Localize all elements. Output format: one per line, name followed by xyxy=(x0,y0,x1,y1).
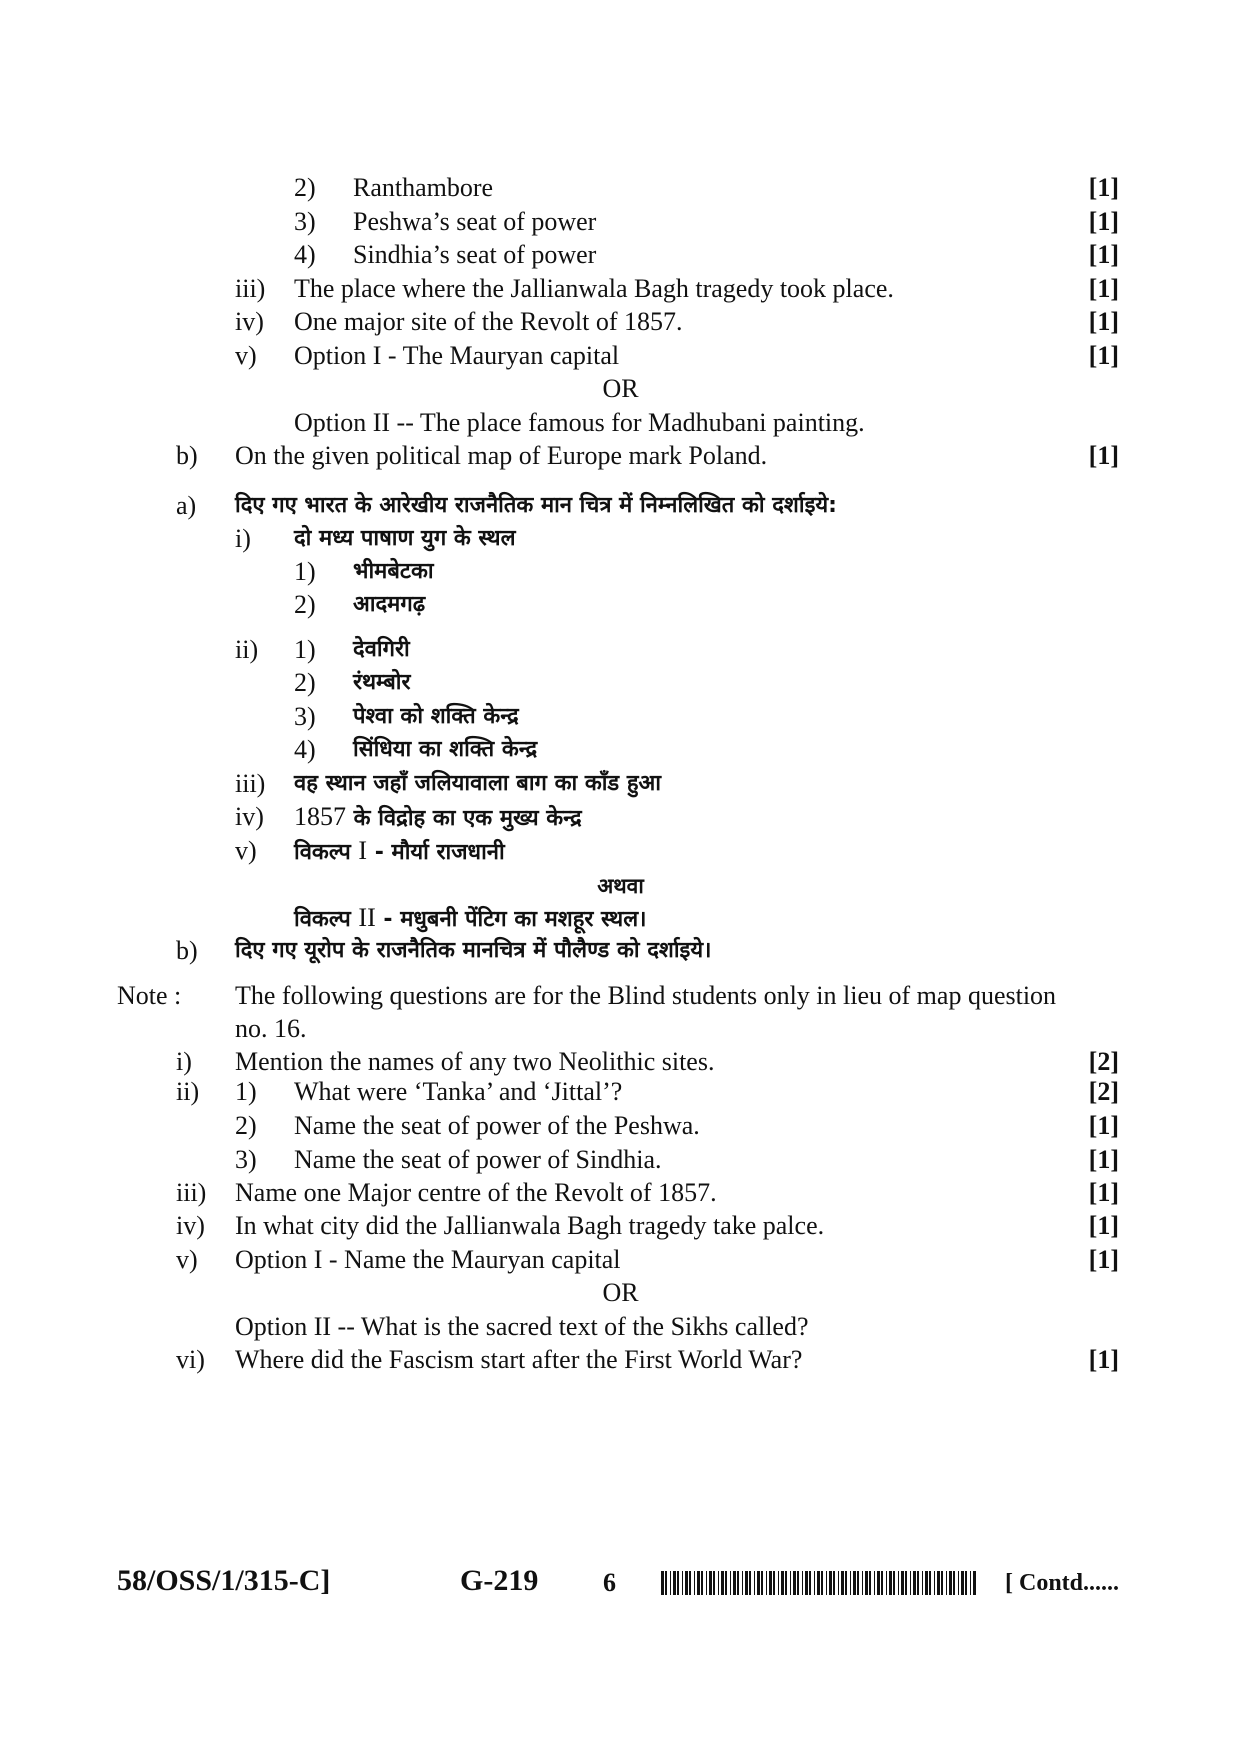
barcode-bar xyxy=(665,1571,667,1595)
barcode-bar xyxy=(694,1571,695,1595)
barcode-bar xyxy=(853,1571,856,1595)
item-number: ii) xyxy=(235,635,259,664)
marks: [1] xyxy=(1088,207,1119,236)
hindi-text: विकल्प xyxy=(294,840,359,865)
barcode-bar xyxy=(793,1571,796,1595)
marks: [2] xyxy=(1088,1077,1119,1106)
barcode-bar xyxy=(737,1571,739,1595)
item-number: 2) xyxy=(235,1111,257,1140)
barcode-bar xyxy=(706,1571,707,1595)
item-number: iii) xyxy=(235,769,266,798)
item-number: iii) xyxy=(176,1178,207,1207)
barcode-bar xyxy=(865,1571,868,1595)
barcode-bar xyxy=(709,1571,712,1595)
or-divider: अथवा xyxy=(597,874,644,898)
item-number: 1) xyxy=(235,1077,257,1106)
barcode-bar xyxy=(689,1571,691,1595)
item-number: iv) xyxy=(235,307,264,336)
item-text: One major site of the Revolt of 1857. xyxy=(294,307,683,336)
item-text: Ranthambore xyxy=(353,173,494,202)
barcode-bar xyxy=(889,1571,892,1595)
barcode-bar xyxy=(877,1571,880,1595)
barcode-bar xyxy=(781,1571,784,1595)
item-number: v) xyxy=(235,836,257,865)
barcode-bar xyxy=(713,1571,715,1595)
item-number: iii) xyxy=(235,274,266,303)
item-text: Mention the names of any two Neolithic sites. xyxy=(235,1047,715,1076)
barcode-bar xyxy=(973,1571,976,1595)
item-text: Option I - Name the Mauryan capital xyxy=(235,1245,621,1274)
item-number: i) xyxy=(235,524,251,553)
item-number: 2) xyxy=(294,590,316,619)
marks: [1] xyxy=(1088,1178,1119,1207)
barcode-bar xyxy=(874,1571,875,1595)
item-text: Option II -- What is the sacred text of the Sikhs called? xyxy=(235,1312,809,1341)
item-number: b) xyxy=(176,441,198,470)
item-text: Sindhia’s seat of power xyxy=(353,240,597,269)
marks: [1] xyxy=(1088,173,1119,202)
item-number: iv) xyxy=(176,1211,205,1240)
barcode-bar xyxy=(941,1571,943,1595)
item-text: रंथम्बोर xyxy=(353,670,411,695)
hindi-text: के विद्रोह का एक मुख्य केन्द्र xyxy=(346,806,582,831)
item-number: v) xyxy=(235,341,257,370)
barcode-bar xyxy=(901,1571,904,1595)
barcode-bar xyxy=(965,1571,967,1595)
item-number: 2) xyxy=(294,668,316,697)
barcode-bar xyxy=(733,1571,736,1595)
barcode-bar xyxy=(685,1571,688,1595)
marks: [1] xyxy=(1088,1245,1119,1274)
marks: [1] xyxy=(1088,1145,1119,1174)
marks: [1] xyxy=(1088,307,1119,336)
or-divider: OR xyxy=(602,1278,639,1307)
barcode-bar xyxy=(949,1571,952,1595)
barcode-bar xyxy=(797,1571,799,1595)
barcode-bar xyxy=(826,1571,827,1595)
barcode-bar xyxy=(958,1571,959,1595)
item-number: b) xyxy=(176,936,198,965)
barcode-bar xyxy=(730,1571,731,1595)
item-text: पेश्वा को शक्ति केन्द्र xyxy=(353,704,519,729)
item-number: 3) xyxy=(294,207,316,236)
barcode-bar xyxy=(961,1571,964,1595)
item-number: a) xyxy=(176,491,197,520)
note-text: no. 16. xyxy=(235,1014,307,1043)
item-number: 4) xyxy=(294,240,316,269)
marks: [1] xyxy=(1088,1111,1119,1140)
barcode-bar xyxy=(769,1571,772,1595)
barcode-bar xyxy=(766,1571,767,1595)
barcode-bar xyxy=(886,1571,887,1595)
barcode-bar xyxy=(893,1571,895,1595)
marks: [1] xyxy=(1088,1211,1119,1240)
barcode-bar xyxy=(898,1571,899,1595)
item-text: दिए गए यूरोप के राजनैतिक मानचित्र में पौलैण्ड को दर्शाइये। xyxy=(235,938,712,963)
page-number: 6 xyxy=(603,1568,616,1597)
barcode-bar xyxy=(778,1571,779,1595)
item-number: v) xyxy=(176,1245,198,1274)
note-label: Note : xyxy=(117,981,182,1010)
barcode-bar xyxy=(670,1571,671,1595)
barcode-bar xyxy=(929,1571,931,1595)
roman-numeral: II xyxy=(358,903,376,932)
barcode-icon xyxy=(661,1571,979,1595)
item-text: देवगिरी xyxy=(353,637,410,662)
item-number: 2) xyxy=(294,173,316,202)
barcode-bar xyxy=(697,1571,700,1595)
barcode-bar xyxy=(913,1571,916,1595)
barcode-bar xyxy=(754,1571,755,1595)
barcode-bar xyxy=(925,1571,928,1595)
item-number: i) xyxy=(176,1047,192,1076)
item-text: The place where the Jallianwala Bagh tragedy took place. xyxy=(294,274,894,303)
marks: [2] xyxy=(1088,1047,1119,1076)
barcode-bar xyxy=(814,1571,815,1595)
item-number: ii) xyxy=(176,1077,200,1106)
item-text: In what city did the Jallianwala Bagh tragedy take palce. xyxy=(235,1211,825,1240)
barcode-bar xyxy=(857,1571,859,1595)
barcode-bar xyxy=(718,1571,719,1595)
hindi-text: विकल्प xyxy=(294,907,359,932)
barcode-bar xyxy=(673,1571,676,1595)
or-divider: OR xyxy=(602,374,639,403)
item-text: What were ‘Tanka’ and ‘Jittal’? xyxy=(294,1077,623,1106)
hindi-text: - मौर्या राजधानी xyxy=(367,840,505,865)
barcode-bar xyxy=(745,1571,748,1595)
hindi-text: - मधुबनी पेंटिग का मशहूर स्थल। xyxy=(375,907,647,932)
paper-code: 58/OSS/1/315-C] xyxy=(117,1564,331,1597)
marks: [1] xyxy=(1088,1345,1119,1374)
barcode-bar xyxy=(805,1571,808,1595)
barcode-bar xyxy=(829,1571,832,1595)
barcode-bar xyxy=(910,1571,911,1595)
barcode-bar xyxy=(682,1571,683,1595)
barcode-bar xyxy=(661,1571,664,1595)
barcode-bar xyxy=(850,1571,851,1595)
barcode-bar xyxy=(761,1571,763,1595)
item-text: आदमगढ़ xyxy=(353,592,426,617)
item-text: Name one Major centre of the Revolt of 1857. xyxy=(235,1178,717,1207)
marks: [1] xyxy=(1088,341,1119,370)
item-text xyxy=(294,802,582,834)
item-text: Where did the Fascism start after the First World War? xyxy=(235,1345,803,1374)
barcode-bar xyxy=(802,1571,803,1595)
item-text: Name the seat of power of Sindhia. xyxy=(294,1145,662,1174)
barcode-bar xyxy=(838,1571,839,1595)
barcode-bar xyxy=(937,1571,940,1595)
barcode-bar xyxy=(922,1571,923,1595)
barcode-bar xyxy=(862,1571,863,1595)
item-number: 1) xyxy=(294,557,316,586)
item-text: Name the seat of power of the Peshwa. xyxy=(294,1111,700,1140)
item-number: 3) xyxy=(235,1145,257,1174)
barcode-bar xyxy=(946,1571,947,1595)
contd-label: [ Contd...... xyxy=(1005,1570,1120,1596)
barcode-bar xyxy=(917,1571,919,1595)
item-number: vi) xyxy=(176,1345,205,1374)
item-number: 1) xyxy=(294,635,316,664)
item-text: सिंधिया का शक्ति केन्द्र xyxy=(353,737,538,762)
item-text: Option II -- The place famous for Madhubani painting. xyxy=(294,408,865,437)
barcode-bar xyxy=(677,1571,679,1595)
marks: [1] xyxy=(1088,274,1119,303)
barcode-bar xyxy=(845,1571,847,1595)
barcode-bar xyxy=(953,1571,955,1595)
barcode-bar xyxy=(721,1571,724,1595)
item-text: Option I - The Mauryan capital xyxy=(294,341,620,370)
roman-numeral: I xyxy=(358,836,368,865)
barcode-bar xyxy=(934,1571,935,1595)
barcode-bar xyxy=(749,1571,751,1595)
barcode-bar xyxy=(790,1571,791,1595)
barcode-bar xyxy=(785,1571,787,1595)
barcode-bar xyxy=(821,1571,823,1595)
note-text: The following questions are for the Blind students only in lieu of map question xyxy=(235,981,1057,1010)
item-number: 3) xyxy=(294,702,316,731)
barcode-bar xyxy=(841,1571,844,1595)
item-text: भीमबेटका xyxy=(353,559,434,584)
barcode-bar xyxy=(970,1571,971,1595)
barcode-bar xyxy=(773,1571,775,1595)
marks: [1] xyxy=(1088,441,1119,470)
item-text: दिए गए भारत के आरेखीय राजनैतिक मान चित्र में निम्नलिखित को दर्शाइये: xyxy=(235,493,837,518)
barcode-bar xyxy=(757,1571,760,1595)
barcode-bar xyxy=(881,1571,883,1595)
item-number: 4) xyxy=(294,735,316,764)
item-number: iv) xyxy=(235,802,264,831)
barcode-bar xyxy=(869,1571,871,1595)
item-text: Peshwa’s seat of power xyxy=(353,207,597,236)
barcode-bar xyxy=(833,1571,835,1595)
item-text xyxy=(294,903,646,935)
item-text xyxy=(294,836,505,868)
barcode-bar xyxy=(817,1571,820,1595)
series-code: G-219 xyxy=(460,1564,539,1597)
marks: [1] xyxy=(1088,240,1119,269)
item-text: On the given political map of Europe mark Poland. xyxy=(235,441,768,470)
barcode-bar xyxy=(701,1571,703,1595)
barcode-bar xyxy=(809,1571,811,1595)
barcode-bar xyxy=(742,1571,743,1595)
barcode-bar xyxy=(905,1571,907,1595)
barcode-bar xyxy=(725,1571,727,1595)
item-text: दो मध्य पाषाण युग के स्थल xyxy=(294,526,516,551)
year-text: 1857 xyxy=(294,802,346,831)
item-text: वह स्थान जहाँ जलियावाला बाग का काँड हुआ xyxy=(294,771,662,796)
